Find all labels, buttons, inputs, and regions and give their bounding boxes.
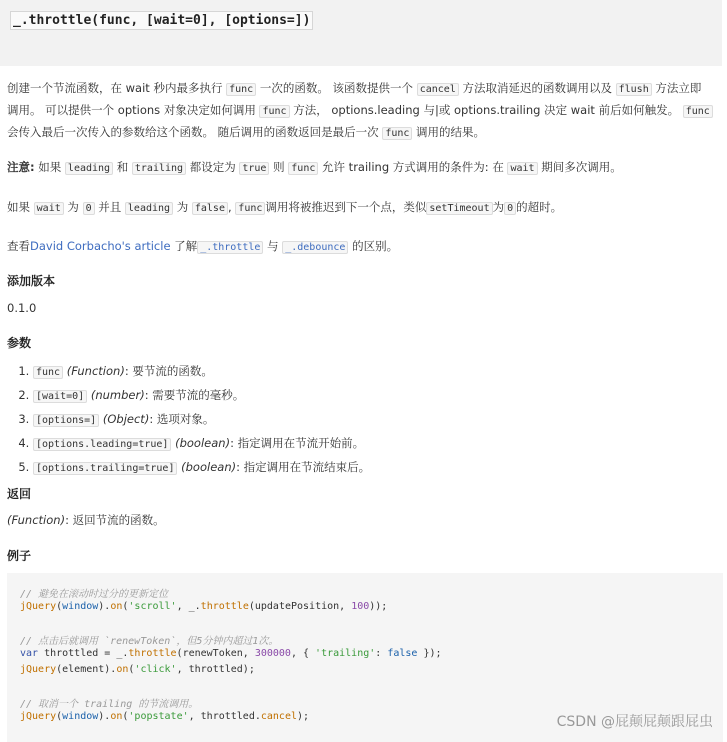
code-flush: flush: [616, 83, 652, 96]
returns-heading: 返回: [7, 487, 32, 501]
arguments-list: [0, 360, 370, 480]
since-heading: 添加版本: [7, 274, 56, 288]
code-func: func: [259, 105, 289, 118]
code-cancel: cancel: [417, 83, 459, 96]
signature-header: [0, 0, 722, 66]
see-also-paragraph: 查看David Corbacho's article 了解 _.throttle 与 _.debounce 的区别。: [7, 239, 399, 253]
code-comment: // 避免在滚动时过分的更新定位: [20, 589, 169, 600]
since-version: 0.1.0: [7, 301, 37, 315]
code-func: func: [683, 105, 713, 118]
note-label: 注意:: [7, 160, 35, 174]
list-item: 5. [options.trailing=true] (boolean): 指定调用在节流结束后。: [33, 456, 370, 480]
david-corbacho-article-link[interactable]: David Corbacho's article: [30, 239, 171, 253]
example-heading: 例子: [7, 549, 32, 563]
debounce-link[interactable]: _.debounce: [282, 241, 348, 254]
code-line: jQuery(window).on('scroll', _.throttle(updatePosition, 100));: [20, 601, 388, 612]
list-item: 1. func (Function): 要节流的函数。: [33, 360, 370, 384]
code-line: jQuery(element).on('click', throttled);: [20, 664, 255, 675]
code-line: jQuery(window).on('popstate', throttled.cancel);: [20, 711, 310, 722]
throttle-link[interactable]: _.throttle: [197, 241, 263, 254]
code-line: var throttled = _.throttle(renewToken, 300000, { 'trailing': false });: [20, 648, 442, 659]
code-comment: // 取消一个 trailing 的节流调用。: [20, 699, 199, 710]
note-paragraph: 注意: 如果 leading 和 trailing 都设定为 true 则 func 允许 trailing 方式调用的条件为: 在 wait 期间多次调用。: [7, 160, 622, 174]
returns-description: (Function): 返回节流的函数。: [7, 513, 165, 527]
list-item: 3. [options=] (Object): 选项对象。: [33, 408, 370, 432]
code-comment: // 点击后就调用 `renewToken`，但5分钟内超过1次。: [20, 636, 279, 647]
list-item: 2. [wait=0] (number): 需要节流的毫秒。: [33, 384, 370, 408]
list-item: 4. [options.leading=true] (boolean): 指定调用在节流开始前。: [33, 432, 370, 456]
arguments-heading: 参数: [7, 336, 32, 350]
code-func: func: [382, 127, 412, 140]
wait-zero-paragraph: 如果 wait 为 0 并且 leading 为 false , func 调用将被推迟到下一个点，类似 setTimeout 为 0 的超时。: [7, 200, 563, 214]
function-signature: _.throttle(func, [wait=0], [options=]): [10, 11, 313, 30]
description-paragraph: 创建一个节流函数，在 wait 秒内最多执行 func 一次的函数。 该函数提供一个 cancel 方法取消延迟的函数调用以及 flush 方法立即 调用。 可以提供一个 options 对象决定如何调用 func 方法， options.leading 与|或 options.trailing 决定 wait 前后如何触发。 func 会传入最后一次传入的参数给这个函数。 随后调用的函数返回是最后一次 func 调用的结果。: [7, 78, 723, 144]
code-func: func: [226, 83, 256, 96]
csdn-watermark: CSDN @屁颠屁颠跟屁虫: [556, 714, 713, 730]
